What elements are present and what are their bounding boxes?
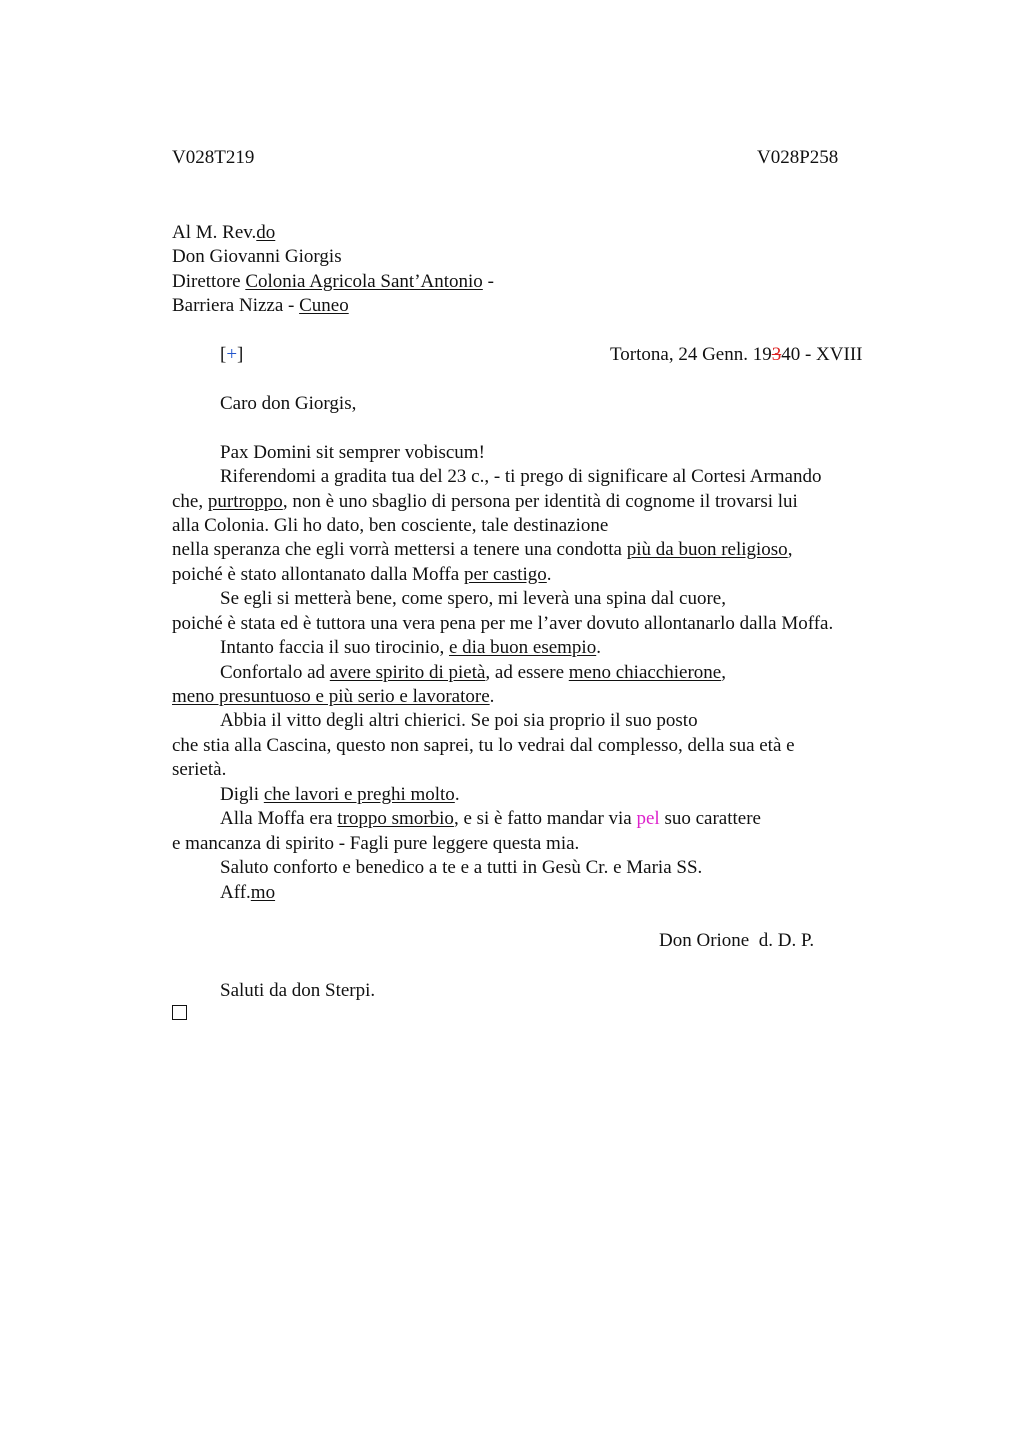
body-line: meno presuntuoso e più serio e lavoratore. bbox=[172, 686, 495, 707]
archive-code-left: V028T219 bbox=[172, 147, 255, 168]
cross-mark: [+] bbox=[220, 344, 244, 365]
body-line: poiché è stato allontanato dalla Moffa per castigo. bbox=[172, 564, 552, 585]
body-line: Intanto faccia il suo tirocinio, e dia buon esempio. bbox=[220, 637, 601, 658]
body-line: e mancanza di spirito - Fagli pure leggere questa mia. bbox=[172, 833, 580, 854]
address-line-2: Don Giovanni Giorgis bbox=[172, 246, 342, 267]
address-line-1: Al M. Rev.do bbox=[172, 222, 276, 243]
body-line: Abbia il vitto degli altri chierici. Se poi sia proprio il suo posto bbox=[220, 710, 698, 731]
body-line: che stia alla Cascina, questo non saprei, tu lo vedrai dal complesso, della sua età e bbox=[172, 735, 795, 756]
body-line: poiché è stata ed è tuttora una vera pena per me l’aver dovuto allontanarlo dalla Moffa. bbox=[172, 613, 834, 634]
body-line: serietà. bbox=[172, 759, 227, 780]
body-line: nella speranza che egli vorrà mettersi a tenere una condotta più da buon religioso, bbox=[172, 539, 793, 560]
signature: Don Orione d. D. P. bbox=[659, 930, 815, 951]
address-line-3: Direttore Colonia Agricola Sant’Antonio - bbox=[172, 271, 494, 292]
body-line: Aff.mo bbox=[220, 882, 276, 903]
body-line: Alla Moffa era troppo smorbio, e si è fatto mandar via pel suo carattere bbox=[220, 808, 761, 829]
checkbox-square-icon bbox=[172, 1005, 187, 1020]
postscript: Saluti da don Sterpi. bbox=[220, 980, 376, 1001]
body-line: Saluto conforto e benedico a te e a tutti in Gesù Cr. e Maria SS. bbox=[220, 857, 703, 878]
body-line: Pax Domini sit semprer vobiscum! bbox=[220, 442, 485, 463]
body-line: Se egli si metterà bene, come spero, mi leverà una spina dal cuore, bbox=[220, 588, 726, 609]
archive-code-right: V028P258 bbox=[757, 147, 839, 168]
body-line: alla Colonia. Gli ho dato, ben cosciente, tale destinazione bbox=[172, 515, 609, 536]
body-line: Riferendomi a gradita tua del 23 c., - ti prego di significare al Cortesi Armando bbox=[220, 466, 822, 487]
body-line: Digli che lavori e preghi molto. bbox=[220, 784, 460, 805]
address-line-4: Barriera Nizza - Cuneo bbox=[172, 295, 349, 316]
salutation: Caro don Giorgis, bbox=[220, 393, 357, 414]
body-line: che, purtroppo, non è uno sbaglio di persona per identità di cognome il trovarsi lui bbox=[172, 491, 798, 512]
body-line: Confortalo ad avere spirito di pietà, ad essere meno chiacchierone, bbox=[220, 662, 726, 683]
letter-date: Tortona, 24 Genn. 19340 - XVIII bbox=[610, 344, 863, 365]
